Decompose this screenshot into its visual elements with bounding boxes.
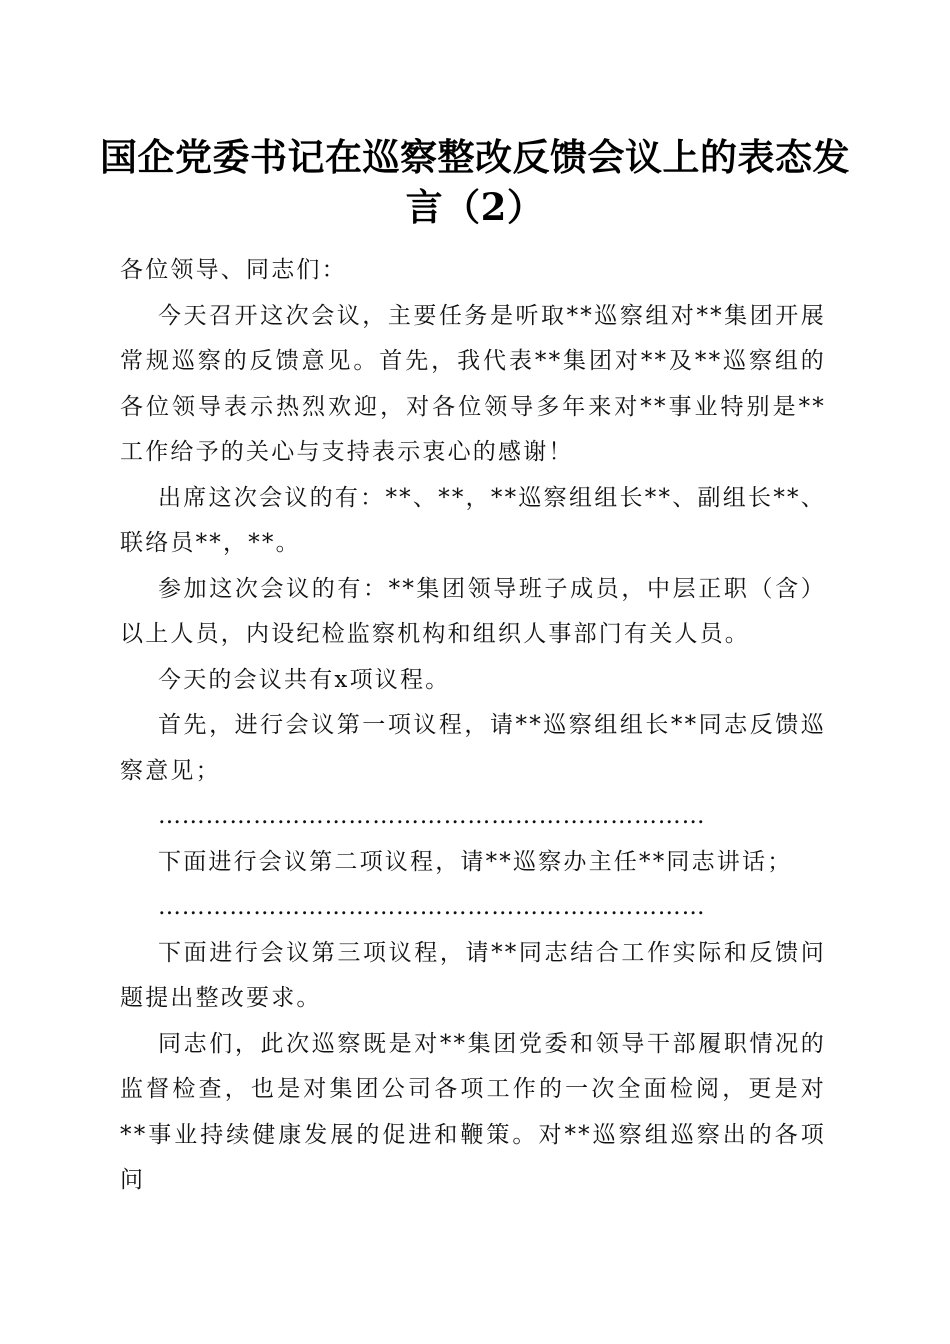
document-title: 国企党委书记在巡察整改反馈会议上的表态发言（2） — [100, 135, 850, 229]
paragraph-opening: 今天召开这次会议，主要任务是听取**巡察组对**集团开展常规巡察的反馈意见。首先，我代表**集团对**及**巡察组的各位领导表示热烈欢迎，对各位领导多年来对**事业特别是**工作给予的关心与支持表示衷心的感谢！ — [120, 302, 826, 465]
ellipsis-line-2: …………………………………………………………… — [158, 894, 706, 920]
paragraph-agenda-item-3: 下面进行会议第三项议程，请**同志结合工作实际和反馈问题提出整改要求。 — [120, 939, 826, 1011]
salutation: 各位领导、同志们： — [120, 257, 347, 283]
paragraph-participants: 参加这次会议的有：**集团领导班子成员，中层正职（含）以上人员，内设纪检监察机构和组织人事部门有关人员。 — [120, 575, 826, 647]
paragraph-agenda-count: 今天的会议共有x项议程。 — [158, 666, 451, 693]
document-body — [120, 248, 826, 1204]
paragraph-attendees: 出席这次会议的有：**、**，**巡察组组长**、副组长**、联络员**，**。 — [120, 484, 826, 556]
ellipsis-line-1: …………………………………………………………… — [158, 803, 706, 829]
paragraph-agenda-item-2: 下面进行会议第二项议程，请**巡察办主任**同志讲话； — [158, 848, 793, 875]
paragraph-closing: 同志们，此次巡察既是对**集团党委和领导干部履职情况的监督检查，也是对集团公司各项工作的一次全面检阅，更是对**事业持续健康发展的促进和鞭策。对**巡察组巡察出的各项问 — [120, 1030, 826, 1193]
paragraph-agenda-item-1: 首先，进行会议第一项议程，请**巡察组组长**同志反馈巡察意见； — [120, 712, 826, 784]
